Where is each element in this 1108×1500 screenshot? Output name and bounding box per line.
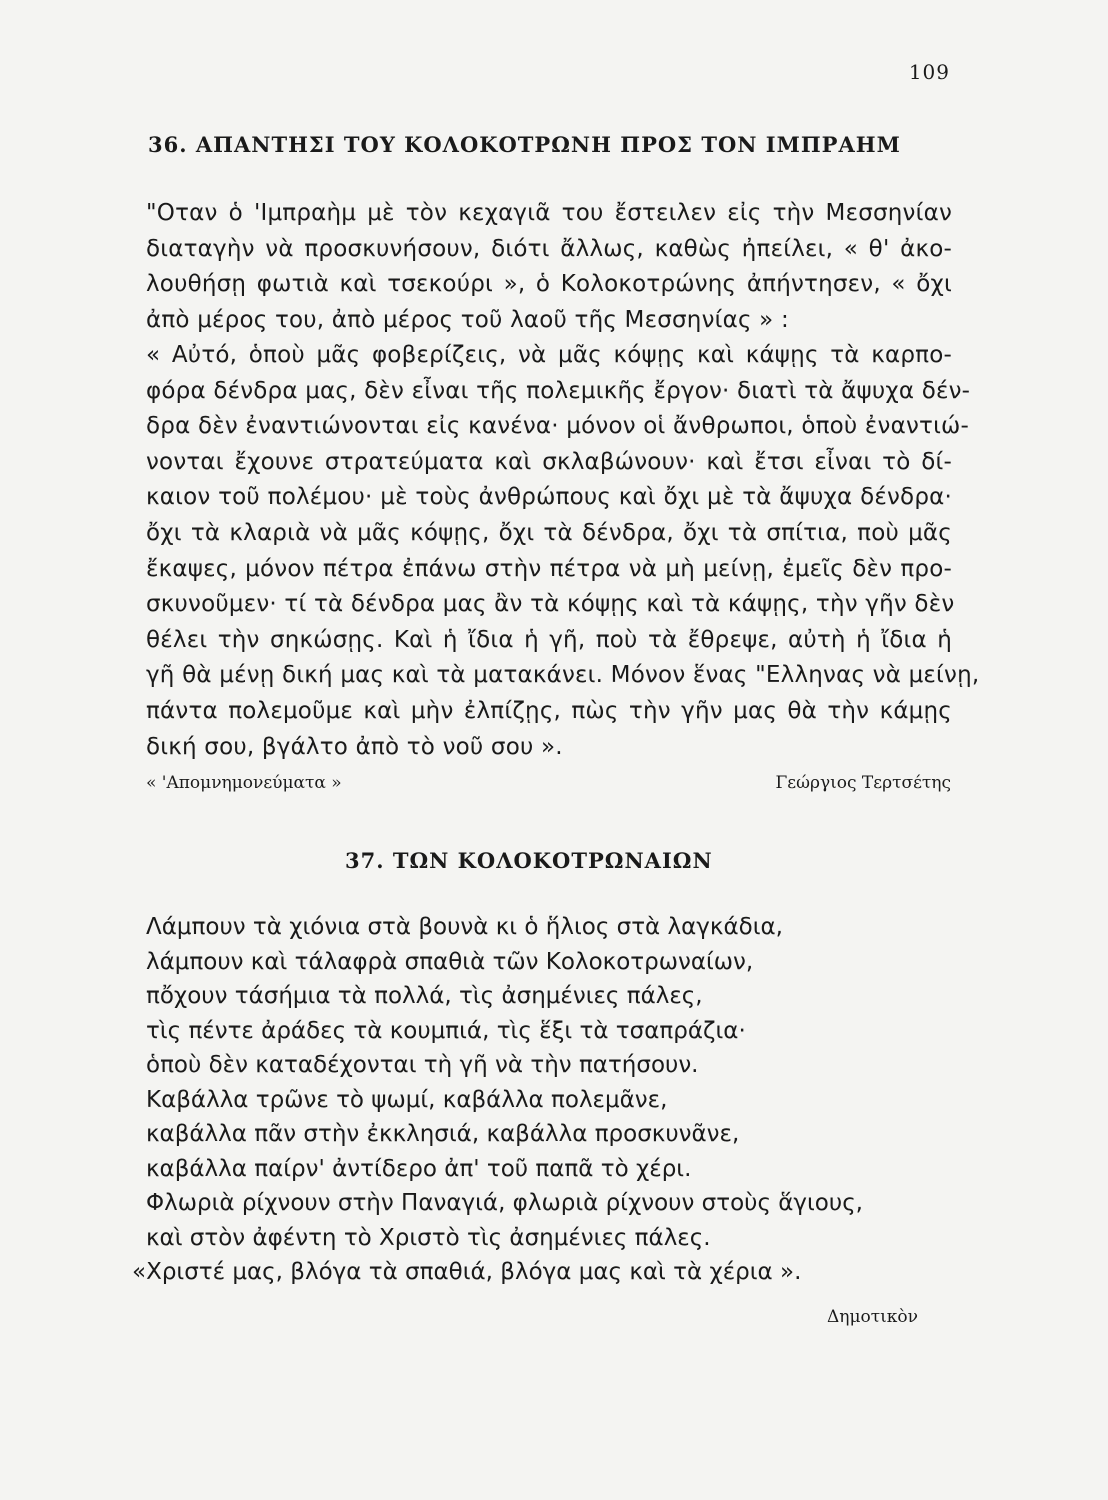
text-line: διαταγὴν νὰ προσκυνήσουν, διότι ἄλλως, καθὼς ἠπείλει, « θ' ἀκο-	[146, 235, 952, 262]
poem-verse: τὶς πέντε ἀράδες τὰ κουμπιά, τὶς ἕξι τὰ τσαπράζια·	[146, 1017, 746, 1044]
poem-verse: Φλωριὰ ρίχνουν στὴν Παναγιά, φλωριὰ ρίχνουν στοὺς ἅγιους,	[146, 1190, 863, 1216]
poem-verse: λάμπουν καὶ τάλαφρὰ σπαθιὰ τῶν Κολοκοτρωναίων,	[146, 948, 754, 975]
text-line: φόρα δένδρα μας, δὲν εἶναι τῆς πολεμικῆς ἔργον· διατὶ τὰ ἄψυχα δέν-	[146, 377, 971, 404]
text-line: θέλει τὴν σηκώσῃς. Καὶ ἡ ἴδια ἡ γῆ, ποὺ τὰ ἔθρεψε, αὐτὴ ἡ ἴδια ἡ	[146, 626, 952, 653]
poem-verse: Καβάλλα τρῶνε τὸ ψωμί, καβάλλα πολεμᾶνε,	[146, 1086, 668, 1113]
poem-verse: «Χριστέ μας, βλόγα τὰ σπαθιά, βλόγα μας καὶ τὰ χέρια ».	[132, 1259, 802, 1285]
section-36-intro-paragraph	[146, 196, 952, 338]
source-author: Γεώργιος Τερτσέτης	[775, 773, 951, 793]
text-line: γῆ θὰ μένῃ δική μας καὶ τὰ ματακάνει. Μόνον ἕνας "Ελληνας νὰ μείνῃ,	[146, 662, 980, 689]
section-36-quote-paragraph	[146, 338, 980, 765]
text-line: σκυνοῦμεν· τί τὰ δένδρα μας ἂν τὰ κόψῃς καὶ τὰ κάψῃς, τὴν γῆν δὲν	[146, 591, 955, 618]
text-line: ἔκαψες, μόνον πέτρα ἐπάνω στὴν πέτρα νὰ μὴ μείνῃ, ἐμεῖς δὲν προ-	[146, 555, 952, 582]
poem-verse: πὄχουν τάσήμια τὰ πολλά, τὶς ἀσημένιες πάλες,	[146, 983, 703, 1009]
text-line: « Αὐτό, ὁποὺ μᾶς φοβερίζεις, νὰ μᾶς κόψῃς καὶ κάψῃς τὰ καρπο-	[146, 342, 952, 368]
text-line: δρα δὲν ἐναντιώνονται εἰς κανένα· μόνον οἱ ἄνθρωποι, ὁποὺ ἐναντιώ-	[146, 413, 970, 440]
text-line: ἀπὸ μέρος του, ἀπὸ μέρος τοῦ λαοῦ τῆς Μεσσηνίας » :	[146, 306, 789, 333]
section-37-poem	[132, 910, 966, 1290]
text-line: δική σου, βγάλτο ἀπὸ τὸ νοῦ σου ».	[146, 733, 563, 760]
text-line: "Οταν ὁ 'Ιμπραὴμ μὲ τὸν κεχαγιᾶ του ἔστειλεν εἰς τὴν Μεσσηνίαν	[146, 200, 952, 226]
text-line: καιον τοῦ πολέμου· μὲ τοὺς ἀνθρώπους καὶ ὄχι μὲ τὰ ἄψυχα δένδρα·	[146, 484, 952, 511]
text-line: πάντα πολεμοῦμε καὶ μὴν ἐλπίζῃς, πὼς τὴν γῆν μας θὰ τὴν κάμῃς	[146, 697, 952, 724]
poem-verse: καβάλλα παίρν' ἀντίδερο ἀπ' τοῦ παπᾶ τὸ χέρι.	[146, 1155, 692, 1182]
poem-verse: καβάλλα πᾶν στὴν ἐκκλησιά, καβάλλα προσκυνᾶνε,	[146, 1121, 740, 1147]
section-37-title: 37. ΤΩΝ ΚΟΛΟΚΟΤΡΩΝΑΙΩΝ	[345, 848, 713, 873]
poem-verse: ὁποὺ δὲν καταδέχονται τὴ γῆ νὰ τὴν πατήσουν.	[146, 1052, 699, 1078]
poem-verse: Λάμπουν τὰ χιόνια στὰ βουνὰ κι ὁ ἥλιος στὰ λαγκάδια,	[146, 914, 783, 940]
text-line: ὄχι τὰ κλαριὰ νὰ μᾶς κόψῃς, ὄχι τὰ δένδρα, ὄχι τὰ σπίτια, ποὺ μᾶς	[146, 519, 952, 546]
source-work-title: « 'Απομνημονεύματα »	[146, 773, 342, 793]
page-number: 109	[908, 60, 950, 84]
poem-attribution: Δημοτικὸν	[826, 1307, 918, 1327]
section-36-title: 36. ΑΠΑΝΤΗΣΙ ΤΟΥ ΚΟΛΟΚΟΤΡΩΝΗ ΠΡΟΣ ΤΟΝ ΙΜΠΡΑΗΜ	[148, 132, 901, 157]
text-line: λουθήσῃ φωτιὰ καὶ τσεκούρι », ὁ Κολοκοτρώνης ἀπήντησεν, « ὄχι	[146, 271, 952, 298]
poem-verse: καὶ στὸν ἀφέντη τὸ Χριστὸ τὶς ἀσημένιες πάλες.	[146, 1224, 711, 1251]
text-line: νονται ἔχουνε στρατεύματα καὶ σκλαβώνουν· καὶ ἔτσι εἶναι τὸ δί-	[146, 448, 952, 475]
